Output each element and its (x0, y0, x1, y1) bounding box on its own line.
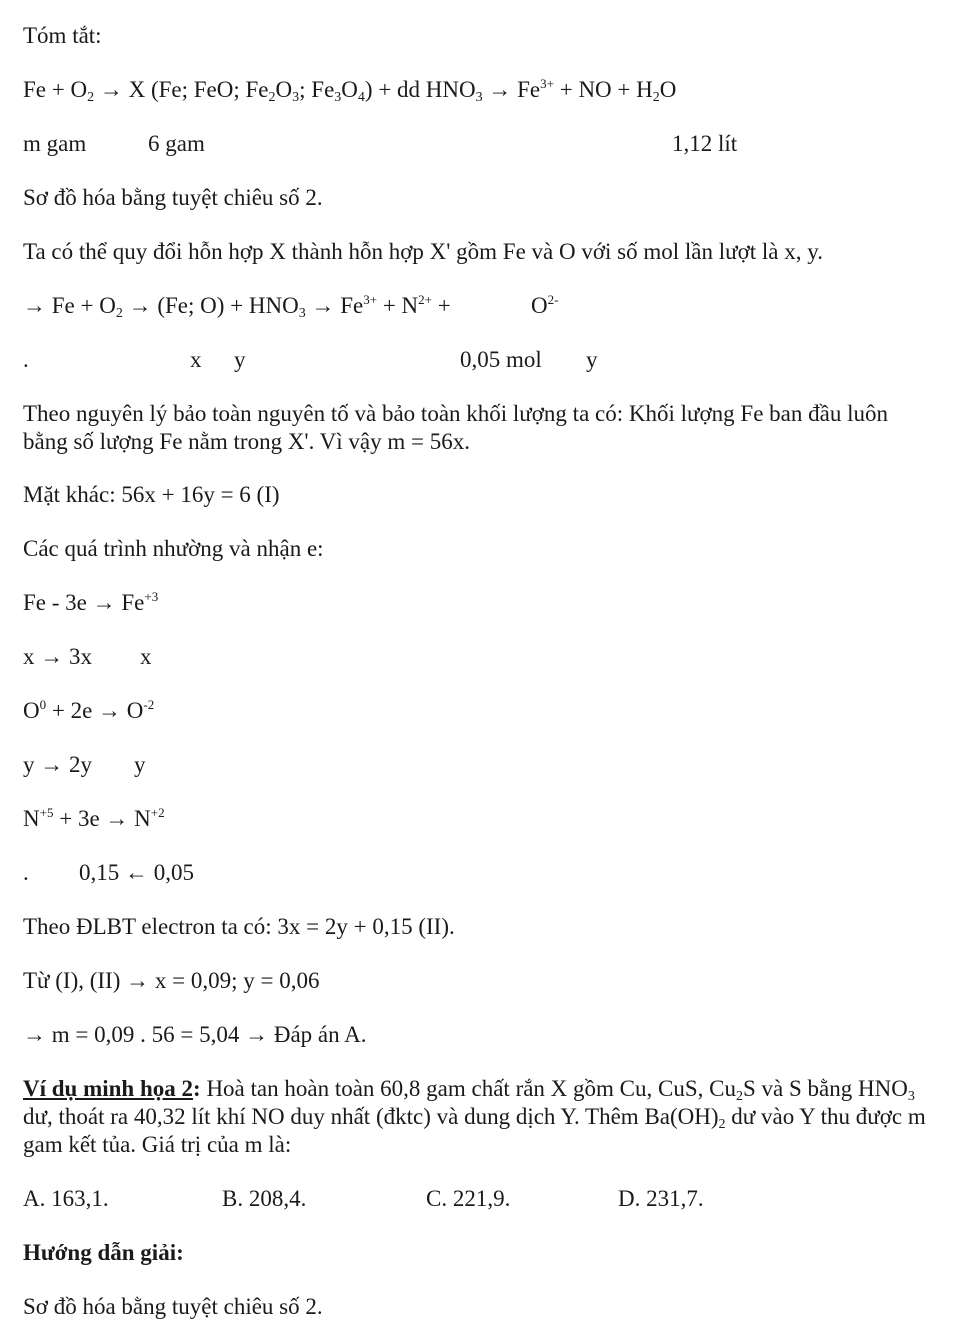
oxide-ion: $O^{2-}$ (531, 292, 559, 318)
n-mol-line: 0,15 ← 0,05 (79, 860, 194, 885)
equation-ii: Theo ĐLBT electron ta có: 3x = 2y + 0,15 (II). (23, 914, 455, 939)
scheme-line: Sơ đồ hóa bằng tuyệt chiêu số 2. (23, 185, 323, 210)
dot-marker-2: . (23, 860, 29, 885)
principle-paragraph: Theo nguyên lý bảo toàn nguyên tố và bảo toàn khối lượng ta có: Khối lượng Fe ban đầu luôn bằng số lượng Fe nằm trong X'. Vì vậy m = 56x. (23, 401, 888, 454)
example-2-label: Ví dụ minh họa 2 (23, 1076, 194, 1101)
mol-y: y (234, 347, 246, 372)
o-mol-y: y (134, 752, 146, 777)
mol-no: 0,05 mol (460, 347, 542, 372)
example-2-question: Ví dụ minh họa 2: Hoà tan hoàn toàn 60,8 gam chất rắn X gồm Cu, CuS, $Cu_2S$ và S bằng $HNO_3$ dư, thoát ra 40,32 lít khí NO duy nhất (đktc) và dung dịch Y. Thêm $Ba(OH)_2$ dư vào Y thu được m gam kết tủa. Giá trị của m là: (23, 1076, 926, 1157)
scheme-line-2: Sơ đồ hóa bằng tuyệt chiêu số 2. (23, 1294, 323, 1319)
final-answer: → m = 0,09 . 56 = 5,04 → Đáp án A. (23, 1022, 367, 1047)
dot-marker: . (23, 347, 29, 372)
processes-label: Các quá trình nhường và nhận e: (23, 536, 324, 561)
reaction-equation-1: $Fe + O_2 \to X$ (Fe; FeO; $Fe_2O_3$; $Fe_3O_4$) + dd $HNO_3 \to Fe^{3+}$ + NO + $H_2O$ (23, 76, 677, 105)
mol-y2: y (586, 347, 598, 372)
mass-6-gam: 6 gam (148, 131, 205, 156)
mass-m-gam: m gam (23, 131, 87, 156)
convert-line: Ta có thể quy đổi hỗn hợp X thành hỗn hợp X' gồm Fe và O với số mol lần lượt là x, y. (23, 239, 823, 264)
option-b: B. 208,4. (222, 1186, 307, 1211)
fe-half-reaction: $Fe - 3e \to Fe^{+3}$ (23, 589, 159, 615)
option-a: A. 163,1. (23, 1186, 109, 1211)
summary-label: Tóm tắt: (23, 23, 102, 48)
reaction-equation-2: → $Fe + O_2 \to (Fe$; $O) + HNO_3 \to Fe^{3+} + N^{2+}$ + (23, 292, 451, 321)
n-half-reaction: $N^{+5} + 3e \to N^{+2}$ (23, 805, 165, 831)
fe-mol-line: x → 3x (23, 644, 92, 669)
o-mol-line: y → 2y (23, 752, 92, 777)
mol-x: x (190, 347, 202, 372)
solution-xy: Từ (I), (II) → x = 0,09; y = 0,06 (23, 968, 320, 993)
option-d: D. 231,7. (618, 1186, 704, 1211)
volume-no: 1,12 lít (672, 131, 738, 156)
guide-heading: Hướng dẫn giải: (23, 1240, 184, 1265)
equation-i: Mặt khác: 56x + 16y = 6 (I) (23, 482, 280, 507)
fe-mol-x: x (140, 644, 152, 669)
o-half-reaction: $O^0 + 2e \to O^{-2}$ (23, 697, 155, 723)
option-c: C. 221,9. (426, 1186, 511, 1211)
